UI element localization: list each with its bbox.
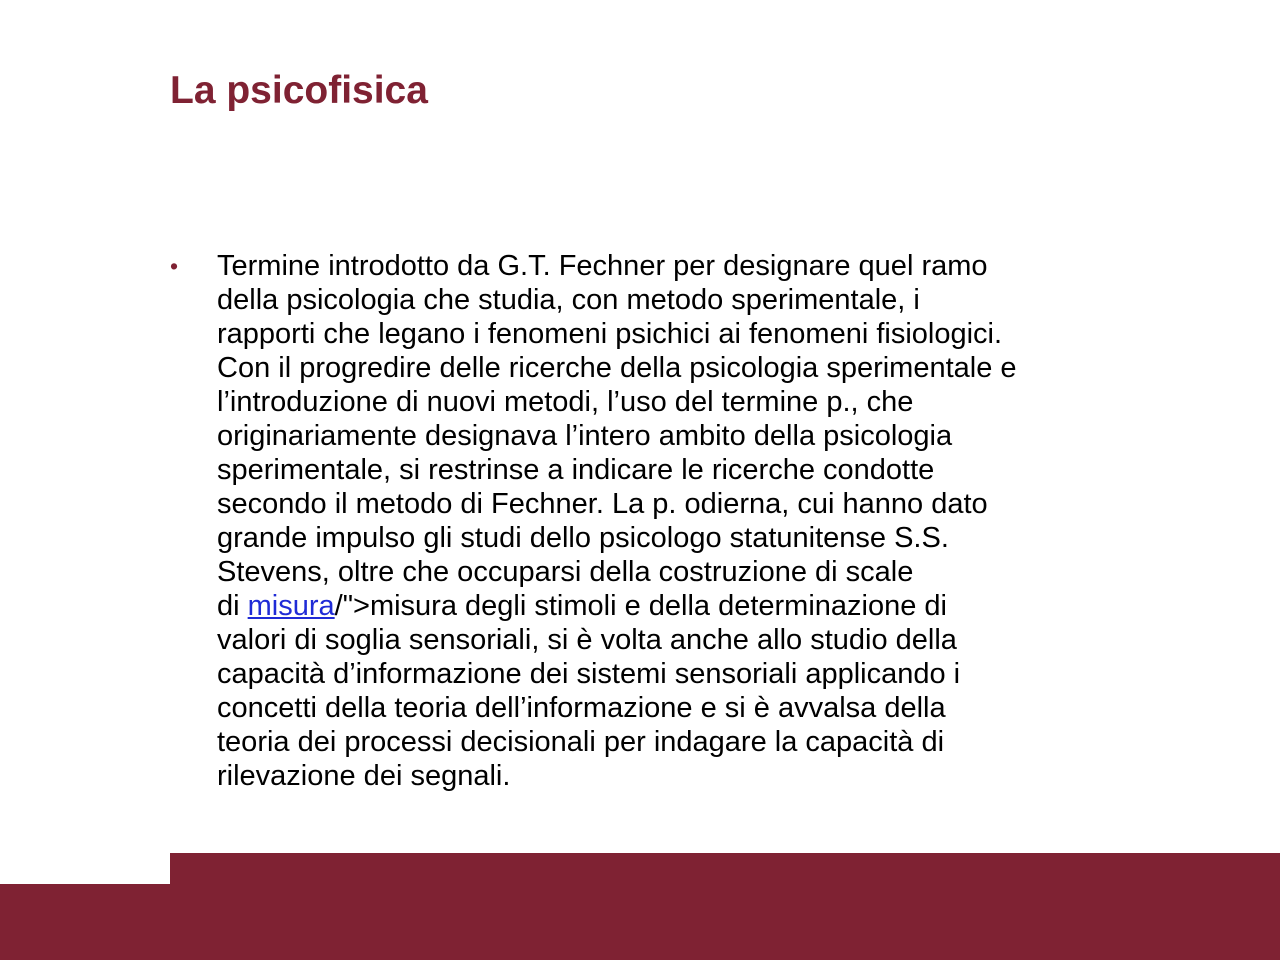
body-text-line: valori di soglia sensoriali, si è volta anche allo studio della (217, 624, 957, 656)
body-text-line: Stevens, oltre che occuparsi della costruzione di scale (217, 556, 914, 588)
body-text-line: capacità d’informazione dei sistemi sensoriali applicando i (217, 658, 961, 690)
body-text-line: rapporti che legano i fenomeni psichici ai fenomeni fisiologici. (217, 318, 1003, 350)
slide-title: La psicofisica (170, 69, 428, 112)
link-suffix-text: /">misura degli stimoli e della determinazione di (334, 590, 947, 622)
body-text-line: della psicologia che studia, con metodo sperimentale, i (217, 284, 920, 316)
body-text-line: teoria dei processi decisionali per indagare la capacità di (217, 726, 945, 758)
body-text-line: sperimentale, si restrinse a indicare le ricerche condotte (217, 454, 935, 486)
bullet-text (217, 249, 1230, 793)
footer-notch (0, 853, 170, 884)
body-text-line: rilevazione dei segnali. (217, 760, 511, 792)
footer-band (0, 853, 1280, 960)
body-text-line: grande impulso gli studi dello psicologo statunitense S.S. (217, 522, 949, 554)
bullet-marker: • (170, 253, 179, 279)
link-prefix-text: di (217, 590, 248, 622)
body-text-line-with-link (217, 589, 1230, 623)
misura-link[interactable]: misura (247, 590, 335, 622)
body-text-line: concetti della teoria dell’informazione e si è avvalsa della (217, 692, 946, 724)
body-text-line: secondo il metodo di Fechner. La p. odierna, cui hanno dato (217, 488, 988, 520)
body-text-line: Termine introdotto da G.T. Fechner per designare quel ramo (217, 250, 988, 282)
body-text-line: originariamente designava l’intero ambito della psicologia (217, 420, 953, 452)
body-text-line: l’introduzione di nuovi metodi, l’uso del termine p., che (217, 386, 914, 418)
body-text-line: Con il progredire delle ricerche della psicologia sperimentale e (217, 352, 1017, 384)
